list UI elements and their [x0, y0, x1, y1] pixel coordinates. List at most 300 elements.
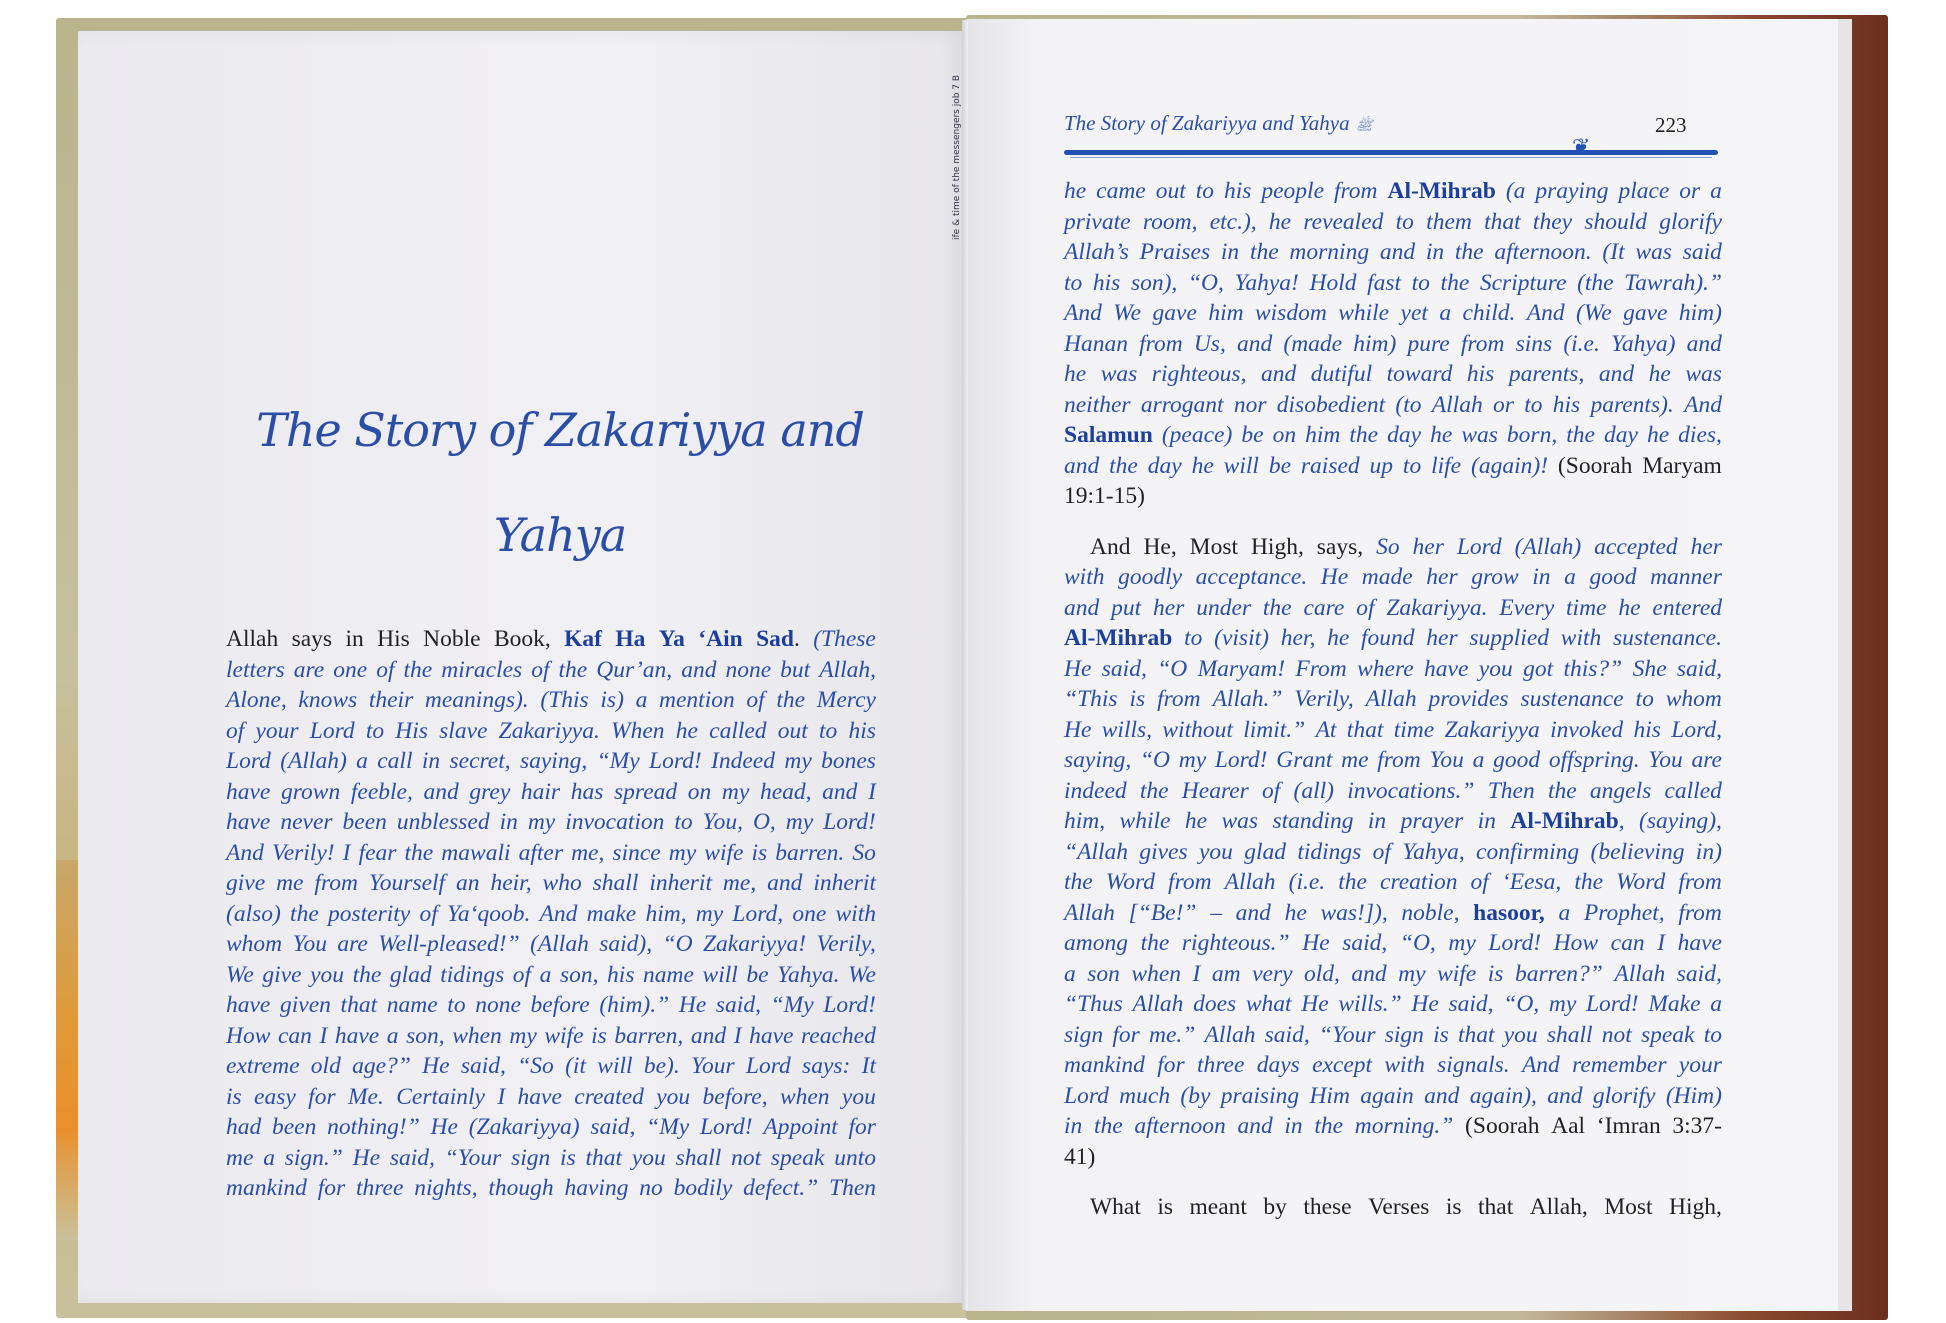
word [1309, 268, 1356, 299]
word [1471, 867, 1489, 898]
word [345, 624, 363, 655]
word [1666, 684, 1722, 715]
word [1269, 207, 1291, 238]
text-run: prayer [1400, 808, 1464, 834]
word [439, 716, 487, 747]
text-run: (Allah) [280, 748, 347, 774]
word [1469, 623, 1549, 654]
text-run: time [1393, 716, 1435, 743]
text-run: Lord! [823, 809, 876, 835]
word [1064, 207, 1131, 238]
word [574, 1082, 644, 1113]
text-run: Him [1309, 1082, 1350, 1109]
text-run: “O, [1399, 930, 1436, 956]
word [1261, 359, 1296, 390]
word [1437, 959, 1476, 990]
word [656, 1082, 690, 1113]
text-line [226, 838, 876, 869]
word [1398, 959, 1425, 990]
text-run: Hold [1309, 269, 1357, 296]
word [1387, 420, 1421, 451]
text-run: from [1678, 869, 1722, 895]
text-line [1064, 359, 1722, 390]
text-run: said, [590, 1114, 636, 1140]
text-run: care [1303, 594, 1345, 621]
text-run: She [1632, 655, 1667, 682]
text-run: fear [358, 839, 397, 866]
word [445, 1143, 502, 1174]
text-run: and [1237, 1113, 1273, 1139]
text-run: was [1221, 808, 1259, 834]
text-run: inherit [649, 870, 712, 896]
word [676, 1143, 722, 1174]
text-run: should [1584, 208, 1647, 235]
text-run: ‘Eesa, [1501, 869, 1562, 895]
text-run: with [1560, 625, 1602, 651]
word [587, 899, 637, 930]
text-run: since [612, 839, 661, 866]
word [1356, 593, 1374, 624]
word [1250, 237, 1279, 268]
text-run: glad [389, 961, 432, 988]
text-run: have [334, 1022, 380, 1049]
word [1659, 207, 1722, 238]
text-run: give [262, 961, 302, 988]
word [1140, 776, 1169, 807]
text-run: (him).” [599, 992, 670, 1018]
word [226, 1051, 300, 1082]
text-run: for [308, 1083, 336, 1110]
word [571, 777, 604, 808]
word [1064, 359, 1086, 390]
text-run: in [1477, 808, 1496, 834]
text-run: His [395, 717, 428, 744]
word [1402, 837, 1464, 868]
word [1143, 532, 1176, 563]
text-run: says, [1316, 533, 1364, 560]
text-run: easy [254, 1083, 296, 1110]
text-run: And [539, 900, 578, 927]
word [1669, 1192, 1722, 1223]
text-run: (These [813, 626, 876, 652]
text-run: their [368, 687, 414, 713]
word [746, 960, 768, 991]
text-run: with [1064, 564, 1105, 590]
text-run: in [1532, 564, 1551, 590]
text-run: without [1162, 716, 1233, 743]
word [829, 1173, 876, 1204]
text-run: offspring. [1548, 747, 1640, 773]
bold-term: ‘Ain [698, 626, 743, 652]
word [419, 899, 437, 930]
text-run: entered [1652, 594, 1722, 621]
running-header-title [1064, 111, 1373, 137]
word [1547, 1081, 1582, 1112]
text-run: accepted [1594, 533, 1678, 560]
text-run: is [591, 1022, 607, 1049]
word [848, 716, 875, 747]
word [1613, 623, 1722, 654]
text-run: sustenance. [1613, 625, 1722, 651]
text-run: unblessed [396, 809, 490, 835]
word [1370, 451, 1394, 482]
text-run: remember [1572, 1052, 1667, 1078]
word [1064, 654, 1091, 685]
word [1515, 959, 1603, 990]
text-line [1064, 654, 1722, 685]
word [1494, 237, 1591, 268]
text-run: these [1303, 1194, 1352, 1220]
text-run: wife [704, 839, 744, 866]
text-line [1064, 1050, 1722, 1081]
word [1473, 745, 1485, 776]
word [1480, 268, 1567, 299]
word [1182, 776, 1249, 807]
word [1064, 390, 1131, 421]
text-line [226, 1021, 876, 1052]
text-run: your [255, 717, 299, 744]
word [1503, 989, 1539, 1020]
text-run: none [725, 656, 772, 683]
text-run: extreme [226, 1053, 300, 1079]
word [369, 685, 413, 716]
word [226, 960, 254, 991]
text-run: that [340, 992, 378, 1018]
text-run: from [1377, 747, 1421, 773]
text-run: of [746, 687, 765, 713]
text-run: heir, [490, 870, 532, 896]
text-run: Zakariyya. [498, 717, 600, 744]
text-run: from [1139, 330, 1183, 357]
text-line [226, 1112, 876, 1143]
text-run: said, [1101, 655, 1147, 682]
right-page-text [1064, 176, 1722, 1223]
word [1112, 1020, 1139, 1051]
text-run: this?” [1563, 655, 1623, 682]
text-run: child. [1462, 300, 1516, 326]
text-run: created [574, 1083, 644, 1110]
text-run: his [1466, 361, 1495, 387]
text-run: mawali [441, 839, 511, 866]
word [1424, 1081, 1459, 1112]
text-run: revealed [1303, 208, 1384, 235]
text-run: He, [1143, 533, 1177, 560]
word [328, 899, 410, 930]
word [1305, 420, 1340, 451]
word [1439, 298, 1451, 329]
text-run: gave [1623, 300, 1668, 326]
word [868, 777, 876, 808]
text-run: he [1268, 208, 1292, 235]
text-line [226, 746, 876, 777]
text-run: of [1356, 594, 1375, 621]
text-run: day [1603, 422, 1638, 448]
word [1687, 329, 1722, 360]
word [777, 960, 839, 991]
text-run: Indeed [711, 748, 775, 774]
text-run: a [386, 1022, 399, 1049]
text-run: 41) [1064, 1143, 1096, 1170]
word [674, 1173, 733, 1204]
word [469, 1112, 580, 1143]
word [1188, 268, 1224, 299]
text-run: a [1439, 300, 1452, 326]
word [1221, 237, 1239, 268]
word [1387, 176, 1495, 207]
text-run: you [1503, 1021, 1538, 1048]
text-run: I [868, 778, 876, 805]
word [716, 990, 761, 1021]
text-run: barren?” [1514, 960, 1603, 987]
word [1650, 562, 1722, 593]
text-run: He [1064, 716, 1092, 743]
word [1678, 867, 1722, 898]
text-run: said), [599, 931, 653, 957]
text-run: “So [517, 1053, 554, 1079]
word [1208, 298, 1243, 329]
text-run: him, [645, 900, 687, 927]
word [276, 868, 303, 899]
word [226, 899, 281, 930]
text-run: righteous, [1151, 361, 1247, 387]
text-run: said, [1676, 655, 1722, 682]
text-run: and [1064, 452, 1100, 479]
word [1140, 237, 1211, 268]
word [377, 746, 412, 777]
text-run: “O [1139, 747, 1170, 773]
text-run: Allah [1132, 991, 1184, 1017]
text-run: arrogant [1140, 391, 1224, 418]
text-run: he [1064, 178, 1087, 204]
word [1710, 176, 1722, 207]
word [1426, 562, 1457, 593]
text-run: you [841, 1083, 876, 1110]
text-run: Prophet, [1583, 899, 1665, 926]
word [1263, 593, 1292, 624]
word [1642, 451, 1722, 482]
text-run: slave [439, 717, 488, 744]
text-run: am [1211, 960, 1241, 987]
text-run: High, [1669, 1194, 1722, 1220]
text-run: make [586, 900, 637, 927]
word [1134, 1111, 1225, 1142]
text-run: to [1184, 625, 1203, 651]
word [1677, 959, 1722, 990]
text-run: We [226, 961, 254, 988]
text-run: before, [702, 1083, 768, 1110]
word [1533, 207, 1572, 238]
text-run: “O [662, 931, 693, 957]
word [763, 1112, 837, 1143]
word [1289, 867, 1326, 898]
word [298, 685, 357, 716]
text-run: sign [1064, 1021, 1104, 1048]
text-run: (Him) [1665, 1082, 1722, 1109]
text-run: are [337, 931, 368, 957]
text-run: Verily, [816, 931, 876, 957]
text-run: Yahya) [1611, 330, 1676, 357]
word [519, 838, 563, 869]
text-run: give [226, 870, 266, 896]
word [1648, 745, 1682, 776]
word [263, 1143, 275, 1174]
text-run: found [1361, 625, 1415, 651]
text-run: of [512, 961, 532, 988]
text-run: came [1096, 178, 1146, 204]
text-run: me, [722, 870, 757, 896]
word [509, 1021, 536, 1052]
word [314, 868, 358, 899]
text-run: wills.” [1338, 991, 1402, 1017]
text-run: Lord! [699, 1114, 753, 1140]
text-run: meanings). [424, 687, 529, 713]
word [565, 807, 664, 838]
word [1130, 684, 1146, 715]
text-run: . [793, 626, 800, 652]
word [422, 1051, 449, 1082]
text-line [1064, 928, 1722, 959]
text-run: good [1589, 564, 1637, 590]
text-run: He [1302, 930, 1330, 956]
word [1064, 329, 1128, 360]
text-run: Lord, [732, 900, 784, 927]
word [1262, 776, 1280, 807]
word [1224, 451, 1259, 482]
word [1148, 451, 1182, 482]
word [1403, 451, 1421, 482]
word [1222, 806, 1259, 837]
text-line [1064, 837, 1722, 868]
word [1064, 745, 1131, 776]
text-run: said, [1676, 960, 1722, 987]
word [784, 746, 811, 777]
word [614, 1021, 683, 1052]
text-run: (saying), [1639, 808, 1722, 834]
word [518, 1082, 562, 1113]
word [1064, 776, 1127, 807]
text-run: but [780, 656, 811, 683]
word [226, 1143, 253, 1174]
word [1289, 237, 1369, 268]
text-line [226, 899, 876, 930]
text-run: parents, [1508, 361, 1585, 387]
text-run: and [690, 1022, 727, 1049]
text-run: Most [1604, 1194, 1653, 1220]
text-run: Maryam [1642, 452, 1722, 479]
text-run: me.” [1149, 1021, 1196, 1048]
word [1549, 745, 1640, 776]
running-title-text: The Story of Zakariyya and Yahya [1064, 111, 1350, 135]
text-run: are [1691, 747, 1722, 773]
word [1334, 176, 1378, 207]
word [1197, 1050, 1244, 1081]
word [1277, 390, 1385, 421]
word [1458, 1020, 1495, 1051]
word [1090, 532, 1130, 563]
word [1602, 1020, 1632, 1051]
word [226, 838, 264, 869]
text-run: her [1153, 594, 1185, 621]
text-line [1064, 776, 1722, 807]
text-run: you [310, 961, 345, 988]
word [494, 624, 551, 655]
text-run: Zakariyya! [702, 931, 807, 957]
text-run: , [1618, 808, 1625, 834]
text-run: defect.” [743, 1175, 819, 1201]
text-run: ‘Imran [1596, 1113, 1661, 1139]
word [292, 624, 332, 655]
text-run: him) [1353, 330, 1397, 357]
word [1678, 898, 1722, 929]
text-run: So [1376, 533, 1400, 560]
word [1064, 1081, 1109, 1112]
text-run: Allah [1614, 960, 1666, 987]
text-run: hair [520, 778, 561, 805]
word [1448, 928, 1475, 959]
word [441, 838, 510, 869]
word [1064, 237, 1129, 268]
text-run: you [631, 1144, 666, 1171]
text-run: You [1648, 747, 1683, 773]
text-run: (Allah [530, 931, 589, 957]
text-run: a [1558, 899, 1571, 926]
text-run: be [1241, 422, 1264, 448]
text-run: (This [540, 687, 589, 713]
word [262, 960, 301, 991]
word [1338, 867, 1367, 898]
word [1548, 776, 1577, 807]
word [1157, 654, 1187, 685]
text-line [1064, 1020, 1722, 1051]
text-run: (Zakariyya) [468, 1114, 580, 1140]
text-run: Lord [745, 1053, 791, 1079]
text-line [1064, 329, 1722, 360]
word [1590, 390, 1673, 421]
word [1522, 1050, 1560, 1081]
word [734, 1021, 742, 1052]
text-run: his [848, 717, 876, 744]
word [597, 746, 640, 777]
text-run: is [751, 839, 768, 866]
word [615, 624, 645, 655]
text-run: that [1478, 1194, 1514, 1220]
word [540, 960, 552, 991]
text-run: the [1566, 422, 1595, 448]
text-run: wills, [1101, 716, 1153, 743]
word [646, 1112, 689, 1143]
text-run: O, [752, 809, 776, 835]
text-run: in [1425, 239, 1445, 265]
word [1064, 1111, 1082, 1142]
word [612, 838, 660, 869]
text-run: and [1351, 960, 1387, 987]
text-run: indeed [1064, 777, 1127, 804]
text-run: Lord! [1585, 991, 1639, 1017]
text-run: day [1147, 452, 1182, 479]
word [632, 1143, 666, 1174]
word [285, 1143, 343, 1174]
word [450, 746, 511, 777]
word [1193, 989, 1236, 1020]
word [226, 716, 244, 747]
word [1304, 959, 1340, 990]
text-run: Your [691, 1053, 735, 1079]
text-run: and [1236, 330, 1273, 357]
text-run: not [1601, 1021, 1632, 1048]
word [792, 899, 826, 930]
word [1237, 1111, 1272, 1142]
text-run: He [352, 1144, 381, 1171]
